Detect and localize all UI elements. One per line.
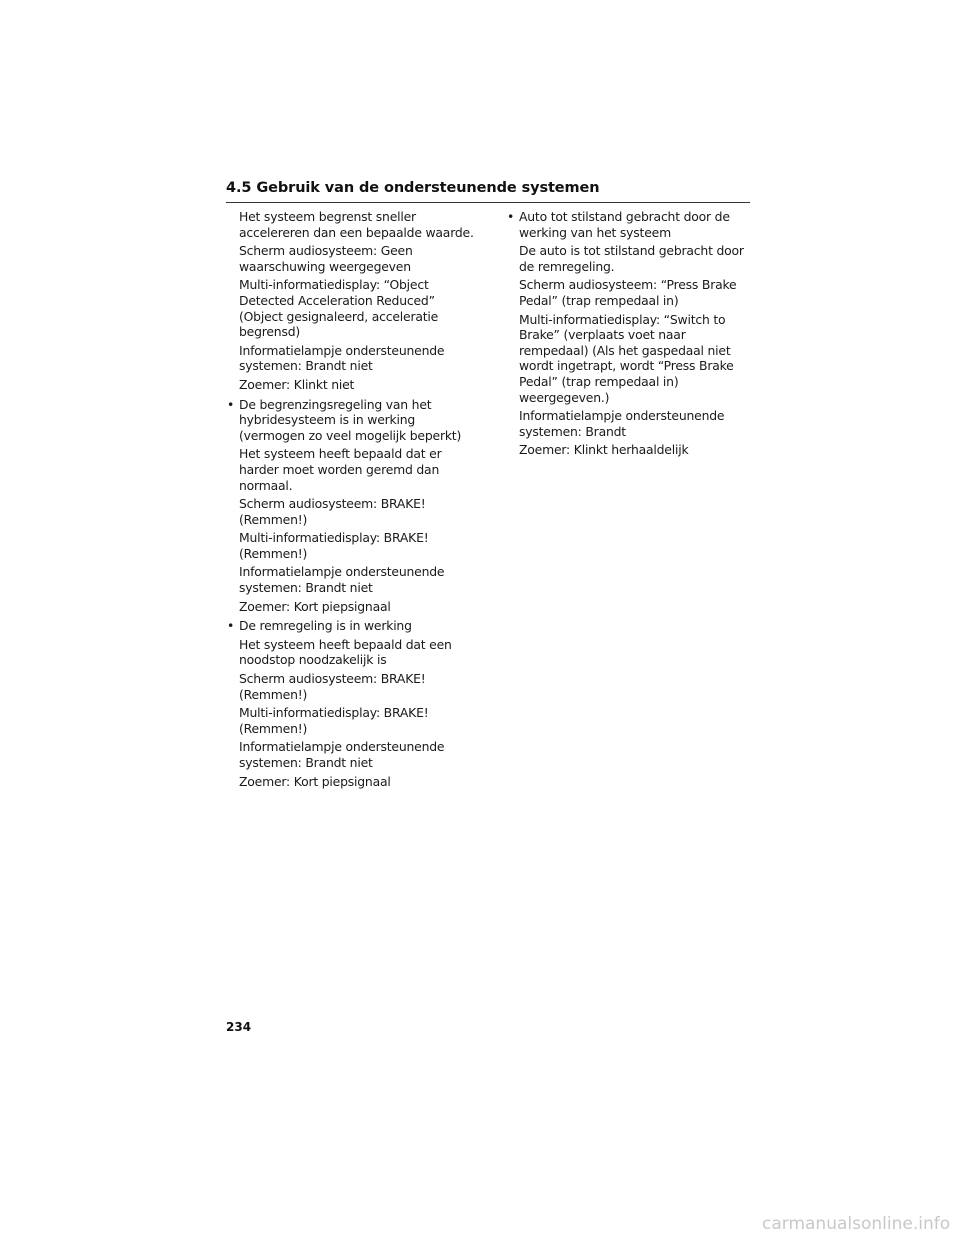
- list-item-line: Scherm audiosysteem: BRAKE! (Remmen!): [239, 671, 426, 702]
- left-column: [226, 209, 476, 793]
- list-item-line: Multi-informatiedisplay: BRAKE! (Remmen!): [239, 530, 429, 561]
- bullet-icon: •: [227, 396, 235, 412]
- page-header: [226, 178, 750, 203]
- list-item-line: Informatielampje ondersteunende systemen: Brandt niet: [239, 564, 445, 596]
- list-item-title: Auto tot stilstand gebracht door de werking van het systeem: [519, 209, 730, 240]
- intro-line: Scherm audiosysteem: Geen waarschuwing weergegeven: [239, 243, 413, 274]
- list-item-line: De auto is tot stilstand gebracht door de remregeling.: [519, 243, 744, 274]
- list-item-line: Zoemer: Klinkt herhaaldelijk: [519, 442, 689, 458]
- list-item: [226, 618, 476, 789]
- list-item-line: Informatielampje ondersteunende systemen: Brandt: [519, 408, 725, 439]
- right-column: [506, 209, 752, 462]
- intro-block: [226, 209, 476, 393]
- intro-line: Het systeem begrenst sneller accelereren dan een bepaalde waarde.: [239, 209, 474, 240]
- intro-line: Multi-informatiedisplay: “Object Detected Acceleration Reduced” (Object gesignaleerd, acceleratie begrensd): [239, 277, 439, 340]
- intro-line: Zoemer: Klinkt niet: [239, 376, 355, 392]
- list-item-line: Multi-informatiedisplay: “Switch to Brake” (verplaats voet naar rempedaal) (Als het gaspedaal niet wordt ingetrapt, wordt “Press Brake Pedal” (trap rempedaal in) weergegeven.): [519, 311, 734, 405]
- list-item-line: Het systeem heeft bepaald dat er harder moet worden geremd dan normaal.: [239, 446, 442, 493]
- bullet-icon: •: [507, 209, 515, 224]
- list-item: [226, 397, 476, 615]
- list-item-line: Informatielampje ondersteunende systemen: Brandt niet: [239, 739, 445, 770]
- list-item-line: Scherm audiosysteem: “Press Brake Pedal” (trap rempedaal in): [519, 277, 737, 308]
- list-item-title: De remregeling is in werking: [239, 618, 412, 634]
- bullet-icon: •: [227, 618, 235, 634]
- watermark: carmanualsonline.info: [762, 1214, 951, 1234]
- section-title: 4.5 Gebruik van de ondersteunende systemen: [226, 180, 600, 196]
- list-item-line: Zoemer: Kort piepsignaal: [239, 598, 391, 614]
- list-item: [506, 209, 752, 458]
- list-item-title: De begrenzingsregeling van het hybridesysteem is in werking (vermogen zo veel mogelijk beperkt): [239, 396, 462, 443]
- list-item-line: Scherm audiosysteem: BRAKE! (Remmen!): [239, 496, 426, 527]
- intro-line: Informatielampje ondersteunende systemen: Brandt niet: [239, 342, 445, 374]
- list-item-line: Zoemer: Kort piepsignaal: [239, 773, 391, 789]
- list-item-line: Het systeem heeft bepaald dat een noodstop noodzakelijk is: [239, 636, 452, 668]
- list-item-line: Multi-informatiedisplay: BRAKE! (Remmen!): [239, 705, 429, 736]
- page-number: 234: [226, 1020, 252, 1034]
